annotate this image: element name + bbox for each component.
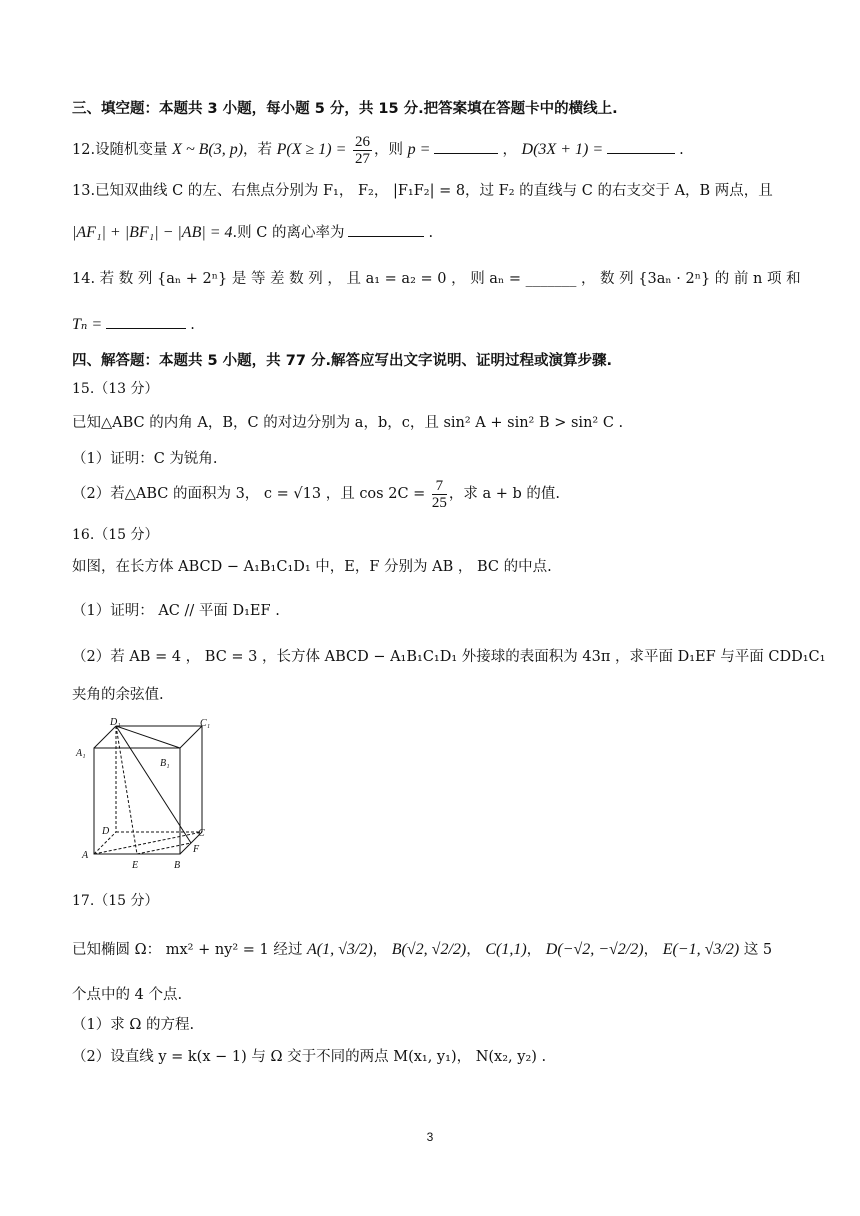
- q16-part-2-line-1: （2）若 AB = 4 ， BC = 3 ，长方体 ABCD − A₁B₁C₁D₁ 外接球的表面积为 43π ，求平面 D₁EF 与平面 CDD₁C₁: [72, 649, 826, 665]
- section-4-title: 四、解答题：本题共 5 小题，共 77 分.解答应写出文字说明、证明过程或演算步骤.: [72, 353, 612, 369]
- q17-stem: 已知椭圆 Ω： mx² + ny² = 1 经过 A(1, √3/2)， B(√2, √2/2)， C(1,1)， D(−√2, −√2/2)， E(−1, √3/2) 这 5: [72, 941, 773, 958]
- q12-math-b: P(X ≥ 1) =: [276, 141, 347, 158]
- q12-answer-blank-1[interactable]: [434, 139, 498, 154]
- q12-frac-den: 27: [355, 150, 371, 167]
- label-A1: A₁: [76, 748, 86, 759]
- q17-stem-b: 这 5: [743, 942, 773, 958]
- label-C1: C₁: [200, 718, 211, 729]
- q15-fraction: [432, 478, 447, 511]
- q17-stem-line-2: 个点中的 4 个点.: [72, 987, 183, 1003]
- label-D: D: [102, 826, 110, 837]
- q17-point-b: B(√2, √2/2): [391, 941, 467, 958]
- q12-number: 12.: [72, 142, 96, 158]
- q17-point-d: D(−√2, −√2/2): [545, 941, 644, 958]
- q12-end: .: [679, 142, 684, 158]
- label-A: A: [82, 850, 89, 861]
- q16-header: 16.（15 分）: [72, 527, 159, 543]
- q14-answer-blank[interactable]: [106, 314, 186, 329]
- q12-text-c: ，则: [374, 142, 404, 158]
- q15-stem: 已知△ABC 的内角 A，B，C 的对边分别为 a，b，c，且 sin² A + sin² B > sin² C .: [72, 415, 624, 431]
- q17-part-1: （1）求 Ω 的方程.: [72, 1017, 195, 1033]
- q12-fraction: [353, 134, 372, 167]
- q15-part-2-a: （2）若△ABC 的面积为 3， c = √13 ，且 cos 2C =: [72, 486, 426, 502]
- q14-line-1: 14. 若 数 列 {aₙ + 2ⁿ} 是 等 差 数 列 ， 且 a₁ = a₂ = 0 ， 则 aₙ = _______ ， 数 列 {3aₙ · 2ⁿ} 的 前 n 项 和: [72, 271, 801, 287]
- label-B1: B₁: [160, 758, 170, 769]
- q14-tn: Tₙ =: [72, 316, 103, 333]
- q13-answer-blank[interactable]: [348, 222, 424, 237]
- q12-math-c: p =: [407, 141, 431, 158]
- q14-line-2: [72, 314, 800, 336]
- q12-math-a: X ~ B(3, p): [172, 141, 244, 158]
- q13-line-2: [72, 222, 800, 244]
- q15-part-2-b: ，求 a + b 的值.: [448, 486, 561, 502]
- q16-part-2-line-2: 夹角的余弦值.: [72, 687, 164, 703]
- q13-end: .: [428, 225, 434, 241]
- q17-point-a: A(1, √3/2): [307, 941, 373, 958]
- page-number: 3: [426, 1130, 434, 1144]
- cuboid-figure: [72, 716, 222, 876]
- q14-end: .: [190, 317, 195, 333]
- q15-part-1: （1）证明：C 为锐角.: [72, 451, 218, 467]
- label-E: E: [132, 860, 139, 871]
- q17-point-c: C(1,1): [485, 941, 527, 958]
- question-12: [72, 132, 800, 168]
- q17-header: 17.（15 分）: [72, 893, 159, 909]
- q13-condition: |AF₁| + |BF₁| − |AB| = 4: [72, 224, 233, 241]
- section-3-title: 三、填空题：本题共 3 小题，每小题 5 分，共 15 分.把答案填在答题卡中的横线上.: [72, 101, 618, 117]
- q17-stem-a: 已知椭圆 Ω： mx² + ny² = 1 经过: [72, 942, 303, 958]
- q12-answer-blank-2[interactable]: [607, 139, 675, 154]
- q16-stem: 如图，在长方体 ABCD − A₁B₁C₁D₁ 中，E，F 分别为 AB ， BC 的中点.: [72, 559, 552, 575]
- label-F: F: [193, 844, 200, 855]
- q16-part-1: （1）证明： AC // 平面 D₁EF .: [72, 603, 280, 619]
- q15-header: 15.（13 分）: [72, 381, 159, 397]
- q12-text-b: ，若: [243, 142, 273, 158]
- q15-frac-num: 7: [432, 478, 447, 495]
- q17-part-2: （2）设直线 y = k(x − 1) 与 Ω 交于不同的两点 M(x₁, y₁)， N(x₂, y₂) .: [72, 1049, 547, 1065]
- label-C: C: [198, 828, 205, 839]
- q12-text-d: ，: [502, 142, 517, 158]
- label-D1: D₁: [110, 717, 121, 728]
- q13-text: .则 C 的离心率为: [232, 225, 345, 241]
- label-B: B: [174, 860, 181, 871]
- q12-text-a: 设随机变量: [95, 142, 168, 158]
- q15-frac-den: 25: [431, 494, 447, 511]
- q12-math-d: D(3X + 1) =: [521, 141, 604, 158]
- q17-point-e: E(−1, √3/2): [662, 941, 740, 958]
- q15-part-2: [72, 474, 800, 514]
- q13-line-1: 13.已知双曲线 C 的左、右焦点分别为 F₁， F₂， |F₁F₂| = 8，过 F₂ 的直线与 C 的右支交于 A，B 两点，且: [72, 183, 773, 199]
- q12-frac-num: 26: [355, 133, 371, 150]
